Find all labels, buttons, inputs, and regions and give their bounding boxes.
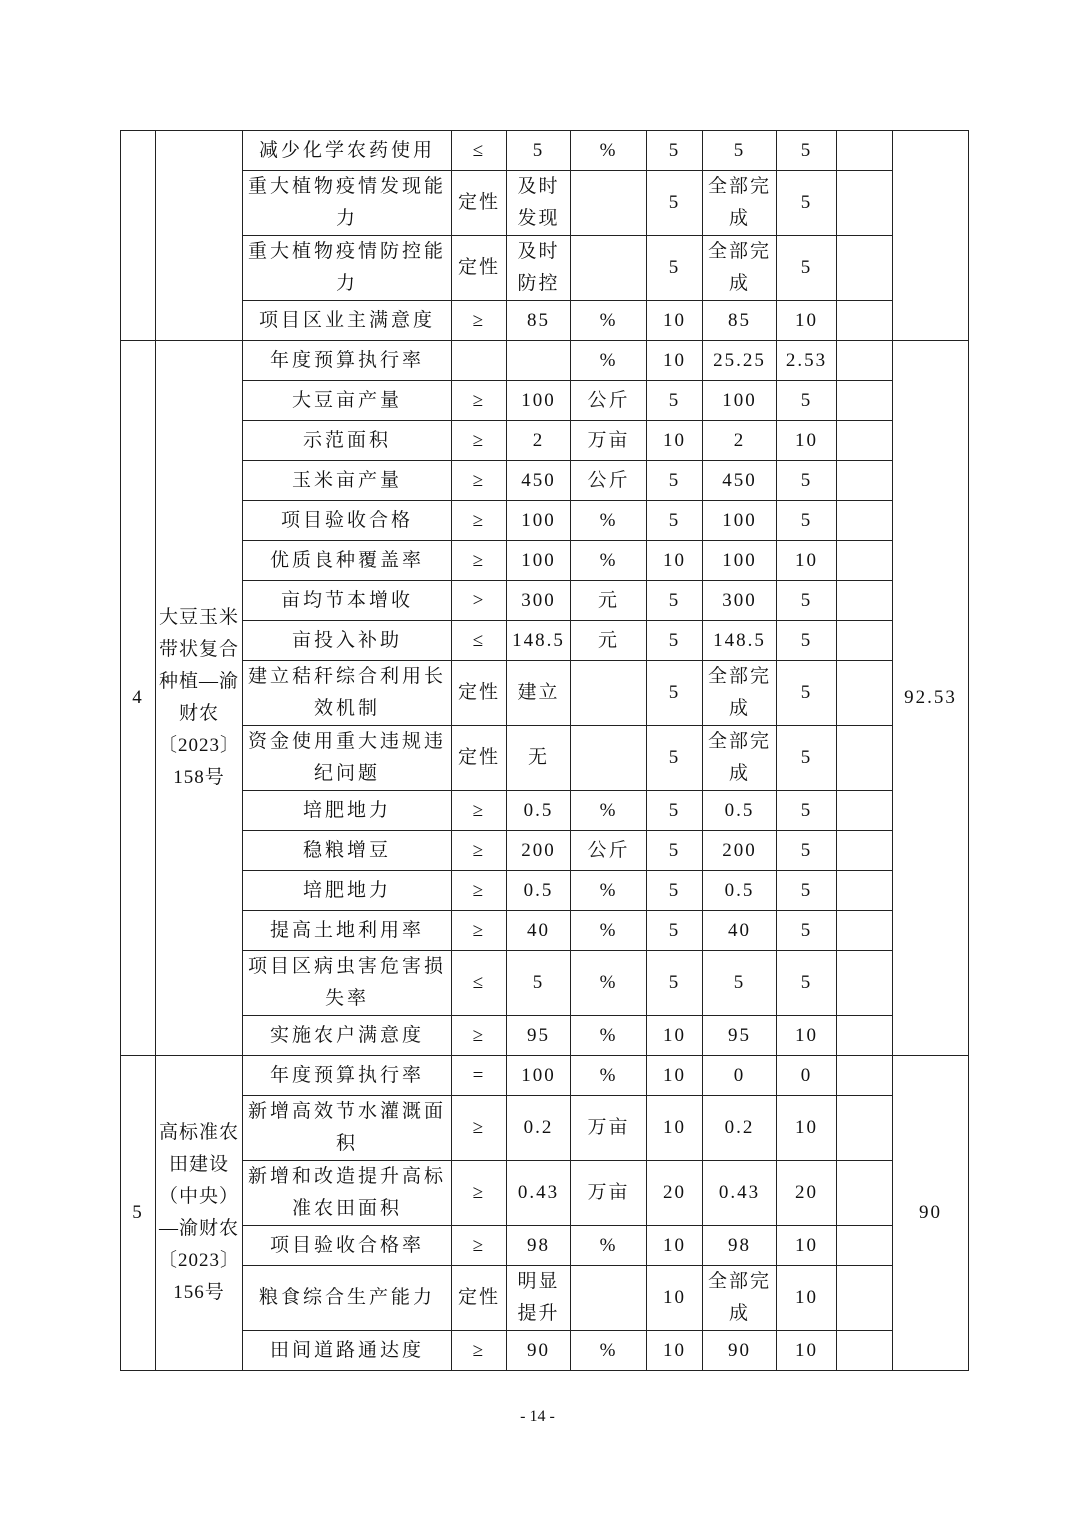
target-cell [507,341,571,381]
weight-cell: 5 [647,381,703,421]
indicator-cell: 大豆亩产量 [243,381,452,421]
weight-cell: 5 [647,131,703,171]
weight-cell: 5 [647,581,703,621]
score-cell: 5 [777,791,837,831]
actual-cell: 100 [703,541,777,581]
actual-cell: 全部完成 [703,661,777,726]
weight-cell: 10 [647,1266,703,1331]
note-cell [837,1161,893,1226]
weight-cell: 10 [647,1056,703,1096]
indicator-cell: 项目验收合格率 [243,1226,452,1266]
unit-cell: 元 [571,581,647,621]
unit-cell: % [571,1226,647,1266]
note-cell [837,1226,893,1266]
score-cell: 10 [777,1226,837,1266]
actual-cell: 0.2 [703,1096,777,1161]
target-cell: 90 [507,1331,571,1371]
table-row [121,421,969,461]
note-cell [837,1331,893,1371]
unit-cell: 公斤 [571,831,647,871]
indicator-cell: 建立秸秆综合利用长效机制 [243,661,452,726]
operator-cell: ≥ [452,871,507,911]
operator-cell: ≤ [452,621,507,661]
target-cell: 300 [507,581,571,621]
note-cell [837,236,893,301]
score-cell: 5 [777,726,837,791]
target-cell: 2 [507,421,571,461]
note-cell [837,421,893,461]
unit-cell: 万亩 [571,1096,647,1161]
total-score: 90 [893,1056,969,1371]
score-cell: 10 [777,421,837,461]
operator-cell: 定性 [452,236,507,301]
operator-cell: ≥ [452,301,507,341]
note-cell [837,381,893,421]
target-cell: 0.2 [507,1096,571,1161]
unit-cell: % [571,341,647,381]
weight-cell: 10 [647,541,703,581]
weight-cell: 5 [647,831,703,871]
weight-cell: 5 [647,871,703,911]
unit-cell [571,1266,647,1331]
note-cell [837,871,893,911]
operator-cell: ≤ [452,951,507,1016]
operator-cell: 定性 [452,1266,507,1331]
operator-cell [452,341,507,381]
weight-cell: 10 [647,301,703,341]
weight-cell: 5 [647,911,703,951]
weight-cell: 20 [647,1161,703,1226]
score-cell: 5 [777,171,837,236]
table-row [121,461,969,501]
target-cell: 无 [507,726,571,791]
target-cell: 0.43 [507,1161,571,1226]
table-row [121,171,969,236]
note-cell [837,461,893,501]
actual-cell: 全部完成 [703,726,777,791]
indicator-cell: 项目区业主满意度 [243,301,452,341]
weight-cell: 10 [647,1226,703,1266]
table-row [121,541,969,581]
note-cell [837,831,893,871]
weight-cell: 5 [647,501,703,541]
score-cell: 5 [777,621,837,661]
target-cell: 建立 [507,661,571,726]
target-cell: 148.5 [507,621,571,661]
score-cell: 10 [777,1266,837,1331]
weight-cell: 5 [647,236,703,301]
table-row [121,301,969,341]
unit-cell: % [571,1056,647,1096]
indicator-cell: 年度预算执行率 [243,341,452,381]
section-number [121,131,156,341]
note-cell [837,951,893,1016]
weight-cell: 10 [647,1331,703,1371]
operator-cell: ≤ [452,131,507,171]
indicator-cell: 粮食综合生产能力 [243,1266,452,1331]
operator-cell: ≥ [452,791,507,831]
target-cell: 100 [507,381,571,421]
indicator-cell: 玉米亩产量 [243,461,452,501]
unit-cell: % [571,871,647,911]
target-cell: 98 [507,1226,571,1266]
actual-cell: 5 [703,951,777,1016]
unit-cell [571,236,647,301]
actual-cell: 200 [703,831,777,871]
target-cell: 0.5 [507,791,571,831]
target-cell: 0.5 [507,871,571,911]
actual-cell: 0 [703,1056,777,1096]
actual-cell: 2 [703,421,777,461]
score-cell: 5 [777,381,837,421]
table-row [121,871,969,911]
actual-cell: 全部完成 [703,1266,777,1331]
section-number: 5 [121,1056,156,1371]
weight-cell: 5 [647,726,703,791]
score-cell: 5 [777,911,837,951]
note-cell [837,1016,893,1056]
target-cell: 85 [507,301,571,341]
note-cell [837,726,893,791]
note-cell [837,581,893,621]
indicator-cell: 年度预算执行率 [243,1056,452,1096]
actual-cell: 全部完成 [703,171,777,236]
operator-cell: ≥ [452,421,507,461]
unit-cell [571,661,647,726]
table-row [121,131,969,171]
unit-cell: % [571,791,647,831]
score-cell: 5 [777,236,837,301]
target-cell: 5 [507,131,571,171]
actual-cell: 98 [703,1226,777,1266]
operator-cell: 定性 [452,726,507,791]
operator-cell: ≥ [452,1331,507,1371]
operator-cell: ≥ [452,1161,507,1226]
note-cell [837,541,893,581]
target-cell: 40 [507,911,571,951]
unit-cell: 公斤 [571,461,647,501]
target-cell: 明显提升 [507,1266,571,1331]
table-row [121,341,969,381]
indicator-cell: 培肥地力 [243,871,452,911]
unit-cell: 元 [571,621,647,661]
note-cell [837,341,893,381]
target-cell: 200 [507,831,571,871]
unit-cell [571,171,647,236]
note-cell [837,501,893,541]
score-cell: 5 [777,581,837,621]
actual-cell: 95 [703,1016,777,1056]
operator-cell: ≥ [452,831,507,871]
operator-cell: ≥ [452,461,507,501]
actual-cell: 0.5 [703,791,777,831]
target-cell: 95 [507,1016,571,1056]
table-row [121,1056,969,1096]
operator-cell: 定性 [452,171,507,236]
operator-cell: ≥ [452,1096,507,1161]
target-cell: 及时防控 [507,236,571,301]
table-row [121,501,969,541]
actual-cell: 450 [703,461,777,501]
operator-cell: ≥ [452,541,507,581]
indicator-cell: 亩投入补助 [243,621,452,661]
target-cell: 5 [507,951,571,1016]
total-score: 92.53 [893,341,969,1056]
note-cell [837,1266,893,1331]
table-row [121,791,969,831]
actual-cell: 100 [703,501,777,541]
indicator-cell: 减少化学农药使用 [243,131,452,171]
note-cell [837,301,893,341]
note-cell [837,791,893,831]
unit-cell: % [571,501,647,541]
table-row [121,1016,969,1056]
table-row [121,951,969,1016]
operator-cell: 定性 [452,661,507,726]
operator-cell: ≥ [452,501,507,541]
operator-cell: ≥ [452,1016,507,1056]
unit-cell: % [571,1331,647,1371]
table-row [121,1161,969,1226]
table-row [121,831,969,871]
score-cell: 5 [777,131,837,171]
table-row [121,621,969,661]
unit-cell: % [571,301,647,341]
project-name [156,131,243,341]
table-row [121,661,969,726]
unit-cell: 公斤 [571,381,647,421]
note-cell [837,1096,893,1161]
table-row [121,381,969,421]
score-cell: 5 [777,831,837,871]
score-cell: 2.53 [777,341,837,381]
unit-cell: 万亩 [571,421,647,461]
indicator-cell: 稳粮增豆 [243,831,452,871]
actual-cell: 5 [703,131,777,171]
note-cell [837,131,893,171]
note-cell [837,661,893,726]
unit-cell: % [571,911,647,951]
unit-cell: 万亩 [571,1161,647,1226]
indicator-cell: 资金使用重大违规违纪问题 [243,726,452,791]
weight-cell: 10 [647,1096,703,1161]
actual-cell: 300 [703,581,777,621]
weight-cell: 10 [647,341,703,381]
indicator-cell: 新增高效节水灌溉面积 [243,1096,452,1161]
weight-cell: 5 [647,661,703,726]
actual-cell: 148.5 [703,621,777,661]
indicator-cell: 实施农户满意度 [243,1016,452,1056]
weight-cell: 5 [647,621,703,661]
note-cell [837,171,893,236]
operator-cell: ≥ [452,381,507,421]
weight-cell: 5 [647,791,703,831]
actual-cell: 90 [703,1331,777,1371]
weight-cell: 10 [647,421,703,461]
target-cell: 100 [507,541,571,581]
operator-cell: ≥ [452,911,507,951]
table-row [121,1331,969,1371]
performance-table [120,130,969,1371]
table-row [121,911,969,951]
project-name: 大豆玉米带状复合种植—渝财农〔2023〕158号 [156,341,243,1056]
target-cell: 100 [507,1056,571,1096]
actual-cell: 0.43 [703,1161,777,1226]
score-cell: 10 [777,301,837,341]
project-name: 高标准农田建设（中央）—渝财农〔2023〕156号 [156,1056,243,1371]
indicator-cell: 示范面积 [243,421,452,461]
table-row [121,236,969,301]
section-number: 4 [121,341,156,1056]
indicator-cell: 优质良种覆盖率 [243,541,452,581]
weight-cell: 5 [647,461,703,501]
actual-cell: 100 [703,381,777,421]
score-cell: 20 [777,1161,837,1226]
weight-cell: 10 [647,1016,703,1056]
operator-cell: ≥ [452,1226,507,1266]
unit-cell [571,726,647,791]
note-cell [837,1056,893,1096]
indicator-cell: 亩均节本增收 [243,581,452,621]
weight-cell: 5 [647,951,703,1016]
weight-cell: 5 [647,171,703,236]
score-cell: 10 [777,1331,837,1371]
actual-cell: 全部完成 [703,236,777,301]
total-score [893,131,969,341]
table-row [121,726,969,791]
actual-cell: 0.5 [703,871,777,911]
score-cell: 10 [777,1016,837,1056]
score-cell: 0 [777,1056,837,1096]
actual-cell: 25.25 [703,341,777,381]
unit-cell: % [571,131,647,171]
unit-cell: % [571,1016,647,1056]
score-cell: 5 [777,951,837,1016]
table-row [121,1226,969,1266]
score-cell: 5 [777,501,837,541]
target-cell: 及时发现 [507,171,571,236]
indicator-cell: 重大植物疫情发现能力 [243,171,452,236]
score-cell: 10 [777,1096,837,1161]
actual-cell: 40 [703,911,777,951]
indicator-cell: 培肥地力 [243,791,452,831]
target-cell: 100 [507,501,571,541]
target-cell: 450 [507,461,571,501]
note-cell [837,621,893,661]
operator-cell: > [452,581,507,621]
unit-cell: % [571,541,647,581]
table-row [121,1096,969,1161]
indicator-cell: 项目区病虫害危害损失率 [243,951,452,1016]
indicator-cell: 重大植物疫情防控能力 [243,236,452,301]
note-cell [837,911,893,951]
page-number: - 14 - [520,1408,555,1425]
actual-cell: 85 [703,301,777,341]
unit-cell: % [571,951,647,1016]
score-cell: 5 [777,661,837,726]
indicator-cell: 项目验收合格 [243,501,452,541]
score-cell: 10 [777,541,837,581]
score-cell: 5 [777,871,837,911]
score-cell: 5 [777,461,837,501]
operator-cell: = [452,1056,507,1096]
indicator-cell: 新增和改造提升高标准农田面积 [243,1161,452,1226]
indicator-cell: 提高土地利用率 [243,911,452,951]
table-row [121,1266,969,1331]
indicator-cell: 田间道路通达度 [243,1331,452,1371]
table-row [121,581,969,621]
